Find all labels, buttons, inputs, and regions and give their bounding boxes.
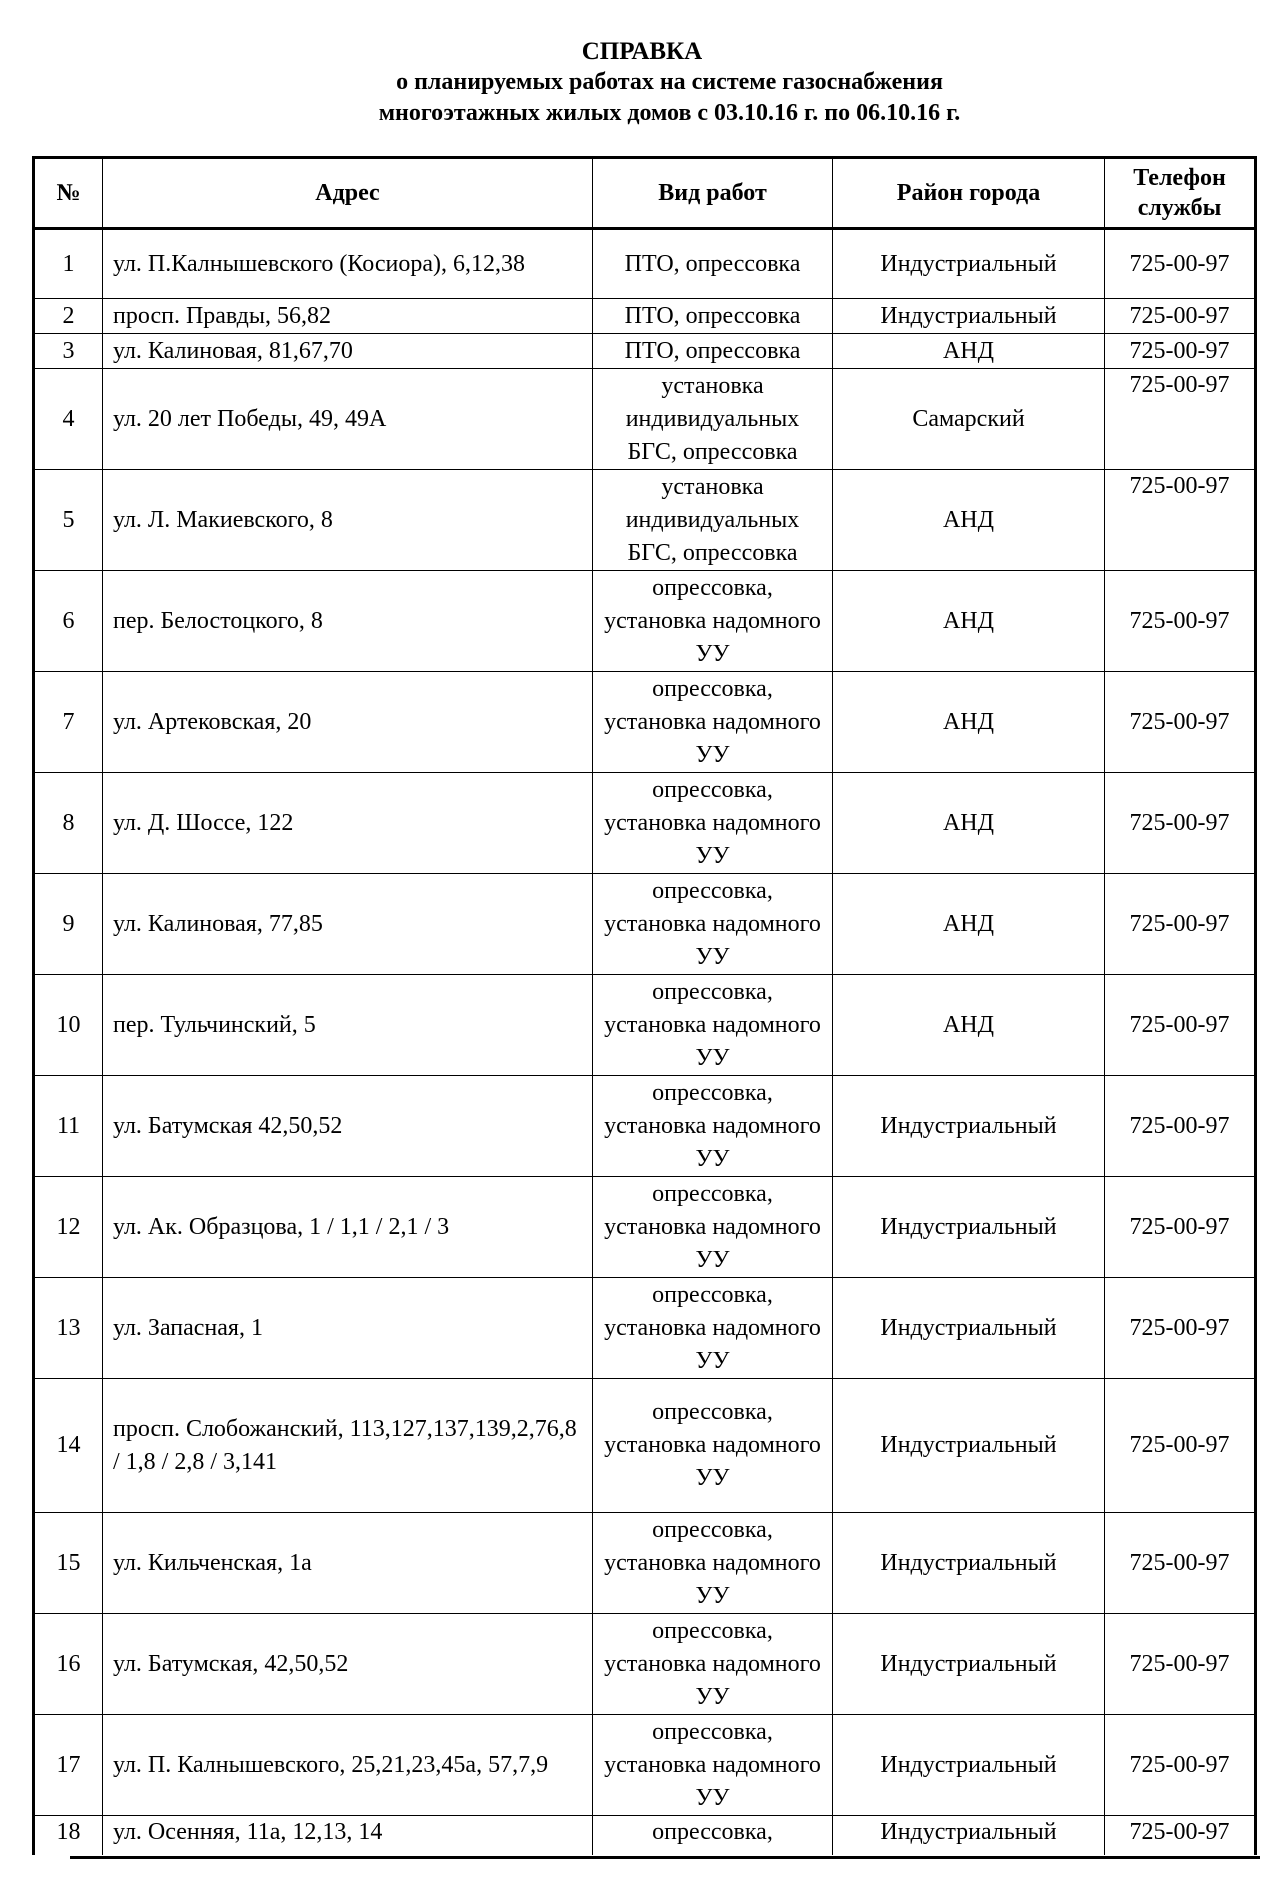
row-district: Индустриальный [833, 1379, 1105, 1513]
table-row [34, 369, 1256, 470]
row-phone: 725-00-97 [1105, 334, 1256, 369]
row-address: ул. Осенняя, 11а, 12,13, 14 [103, 1816, 593, 1876]
row-phone: 725-00-97 [1105, 470, 1256, 571]
table-row [34, 470, 1256, 571]
row-address: ул. Кильченская, 1а [103, 1513, 593, 1614]
row-address: ул. Калиновая, 77,85 [103, 874, 593, 975]
row-work-type: опрессовка, установка надомного УУ [593, 1614, 833, 1715]
document-heading [0, 36, 1284, 129]
row-number: 15 [34, 1513, 103, 1614]
table-row [34, 773, 1256, 874]
document-subtitle-line1: о планируемых работах на системе газоснабжения [396, 69, 943, 95]
row-district: АНД [833, 470, 1105, 571]
bottom-divider [70, 1856, 1260, 1859]
row-address: ул. Батумская 42,50,52 [103, 1076, 593, 1177]
row-district: Индустриальный [833, 1076, 1105, 1177]
row-work-type: опрессовка, установка надомного УУ [593, 1076, 833, 1177]
row-work-type: ПТО, опрессовка [593, 334, 833, 369]
column-header-district: Район города [833, 158, 1105, 229]
row-phone: 725-00-97 [1105, 975, 1256, 1076]
row-number: 9 [34, 874, 103, 975]
column-header-number: № [34, 158, 103, 229]
row-district: АНД [833, 571, 1105, 672]
table-row [34, 672, 1256, 773]
row-district: Индустриальный [833, 229, 1105, 299]
row-work-type: ПТО, опрессовка [593, 299, 833, 334]
row-work-type: опрессовка, установка надомного УУ [593, 1513, 833, 1614]
row-number: 18 [34, 1816, 103, 1876]
row-work-type: опрессовка, установка надомного УУ [593, 773, 833, 874]
row-phone: 725-00-97 [1105, 1177, 1256, 1278]
row-number: 10 [34, 975, 103, 1076]
row-work-type: ПТО, опрессовка [593, 229, 833, 299]
row-address: ул. П.Калнышевского (Косиора), 6,12,38 [103, 229, 593, 299]
row-number: 3 [34, 334, 103, 369]
row-district: Индустриальный [833, 1177, 1105, 1278]
row-phone: 725-00-97 [1105, 773, 1256, 874]
works-table [32, 156, 1257, 1877]
row-district: АНД [833, 672, 1105, 773]
column-header-work-type: Вид работ [593, 158, 833, 229]
row-number: 8 [34, 773, 103, 874]
row-number: 2 [34, 299, 103, 334]
row-district: АНД [833, 975, 1105, 1076]
row-phone: 725-00-97 [1105, 672, 1256, 773]
row-work-type: опрессовка, установка надомного УУ [593, 1177, 833, 1278]
table-row [34, 299, 1256, 334]
table-row [34, 1076, 1256, 1177]
table-row [34, 1379, 1256, 1513]
row-work-type: опрессовка, установка надомного УУ [593, 571, 833, 672]
table-row [34, 874, 1256, 975]
row-address: пер. Тульчинский, 5 [103, 975, 593, 1076]
row-phone: 725-00-97 [1105, 1278, 1256, 1379]
table-row [34, 1278, 1256, 1379]
row-phone: 725-00-97 [1105, 1076, 1256, 1177]
row-work-type: опрессовка, установка надомного УУ [593, 1715, 833, 1816]
table-row [34, 229, 1256, 299]
row-phone: 725-00-97 [1105, 874, 1256, 975]
row-address: ул. Л. Макиевского, 8 [103, 470, 593, 571]
row-number: 17 [34, 1715, 103, 1816]
row-address: ул. Д. Шоссе, 122 [103, 773, 593, 874]
row-district: Индустриальный [833, 1715, 1105, 1816]
row-district: Индустриальный [833, 299, 1105, 334]
row-phone: 725-00-97 [1105, 1816, 1256, 1876]
table-row [34, 1177, 1256, 1278]
row-work-type: опрессовка, установка надомного УУ [593, 874, 833, 975]
row-number: 6 [34, 571, 103, 672]
document-subtitle-line2: многоэтажных жилых домов с 03.10.16 г. по 06.10.16 г. [378, 100, 961, 126]
row-address: просп. Слобожанский, 113,127,137,139,2,76,8 / 1,8 / 2,8 / 3,141 [103, 1379, 593, 1513]
row-phone: 725-00-97 [1105, 1513, 1256, 1614]
row-phone: 725-00-97 [1105, 1379, 1256, 1513]
row-work-type: опрессовка, установка надомного УУ [593, 1379, 833, 1513]
row-district: АНД [833, 773, 1105, 874]
row-phone: 725-00-97 [1105, 299, 1256, 334]
row-phone: 725-00-97 [1105, 1614, 1256, 1715]
row-number: 5 [34, 470, 103, 571]
row-address: ул. П. Калнышевского, 25,21,23,45а, 57,7,9 [103, 1715, 593, 1816]
column-header-address: Адрес [103, 158, 593, 229]
column-header-phone: Телефон службы [1105, 158, 1256, 229]
row-district: АНД [833, 874, 1105, 975]
table-row [34, 1513, 1256, 1614]
row-address: ул. 20 лет Победы, 49, 49А [103, 369, 593, 470]
row-address: ул. Артековская, 20 [103, 672, 593, 773]
row-number: 11 [34, 1076, 103, 1177]
row-phone: 725-00-97 [1105, 229, 1256, 299]
row-address: пер. Белостоцкого, 8 [103, 571, 593, 672]
row-district: Индустриальный [833, 1513, 1105, 1614]
table-row [34, 334, 1256, 369]
row-phone: 725-00-97 [1105, 1715, 1256, 1816]
table-row [34, 1715, 1256, 1816]
row-district: Самарский [833, 369, 1105, 470]
table-row [34, 975, 1256, 1076]
page-cut-off [0, 1855, 1284, 1885]
row-work-type: установка индивидуальных БГС, опрессовка [593, 369, 833, 470]
row-address: ул. Ак. Образцова, 1 / 1,1 / 2,1 / 3 [103, 1177, 593, 1278]
row-work-type: установка индивидуальных БГС, опрессовка [593, 470, 833, 571]
row-number: 16 [34, 1614, 103, 1715]
row-address: ул. Батумская, 42,50,52 [103, 1614, 593, 1715]
row-work-type: опрессовка, установка надомного УУ [593, 1278, 833, 1379]
row-district: АНД [833, 334, 1105, 369]
table-row [34, 571, 1256, 672]
row-work-type: опрессовка, установка надомного УУ [593, 975, 833, 1076]
table-row [34, 1614, 1256, 1715]
row-district: Индустриальный [833, 1816, 1105, 1876]
row-work-type: опрессовка, установка надомного УУ [593, 672, 833, 773]
row-number: 13 [34, 1278, 103, 1379]
row-district: Индустриальный [833, 1614, 1105, 1715]
row-number: 7 [34, 672, 103, 773]
row-number: 12 [34, 1177, 103, 1278]
row-number: 1 [34, 229, 103, 299]
document-title: СПРАВКА [581, 38, 703, 65]
row-address: просп. Правды, 56,82 [103, 299, 593, 334]
row-number: 4 [34, 369, 103, 470]
row-address: ул. Калиновая, 81,67,70 [103, 334, 593, 369]
row-work-type: опрессовка, [593, 1816, 833, 1876]
row-address: ул. Запасная, 1 [103, 1278, 593, 1379]
table-header-row [34, 158, 1256, 229]
row-number: 14 [34, 1379, 103, 1513]
row-phone: 725-00-97 [1105, 571, 1256, 672]
row-phone: 725-00-97 [1105, 369, 1256, 470]
row-district: Индустриальный [833, 1278, 1105, 1379]
